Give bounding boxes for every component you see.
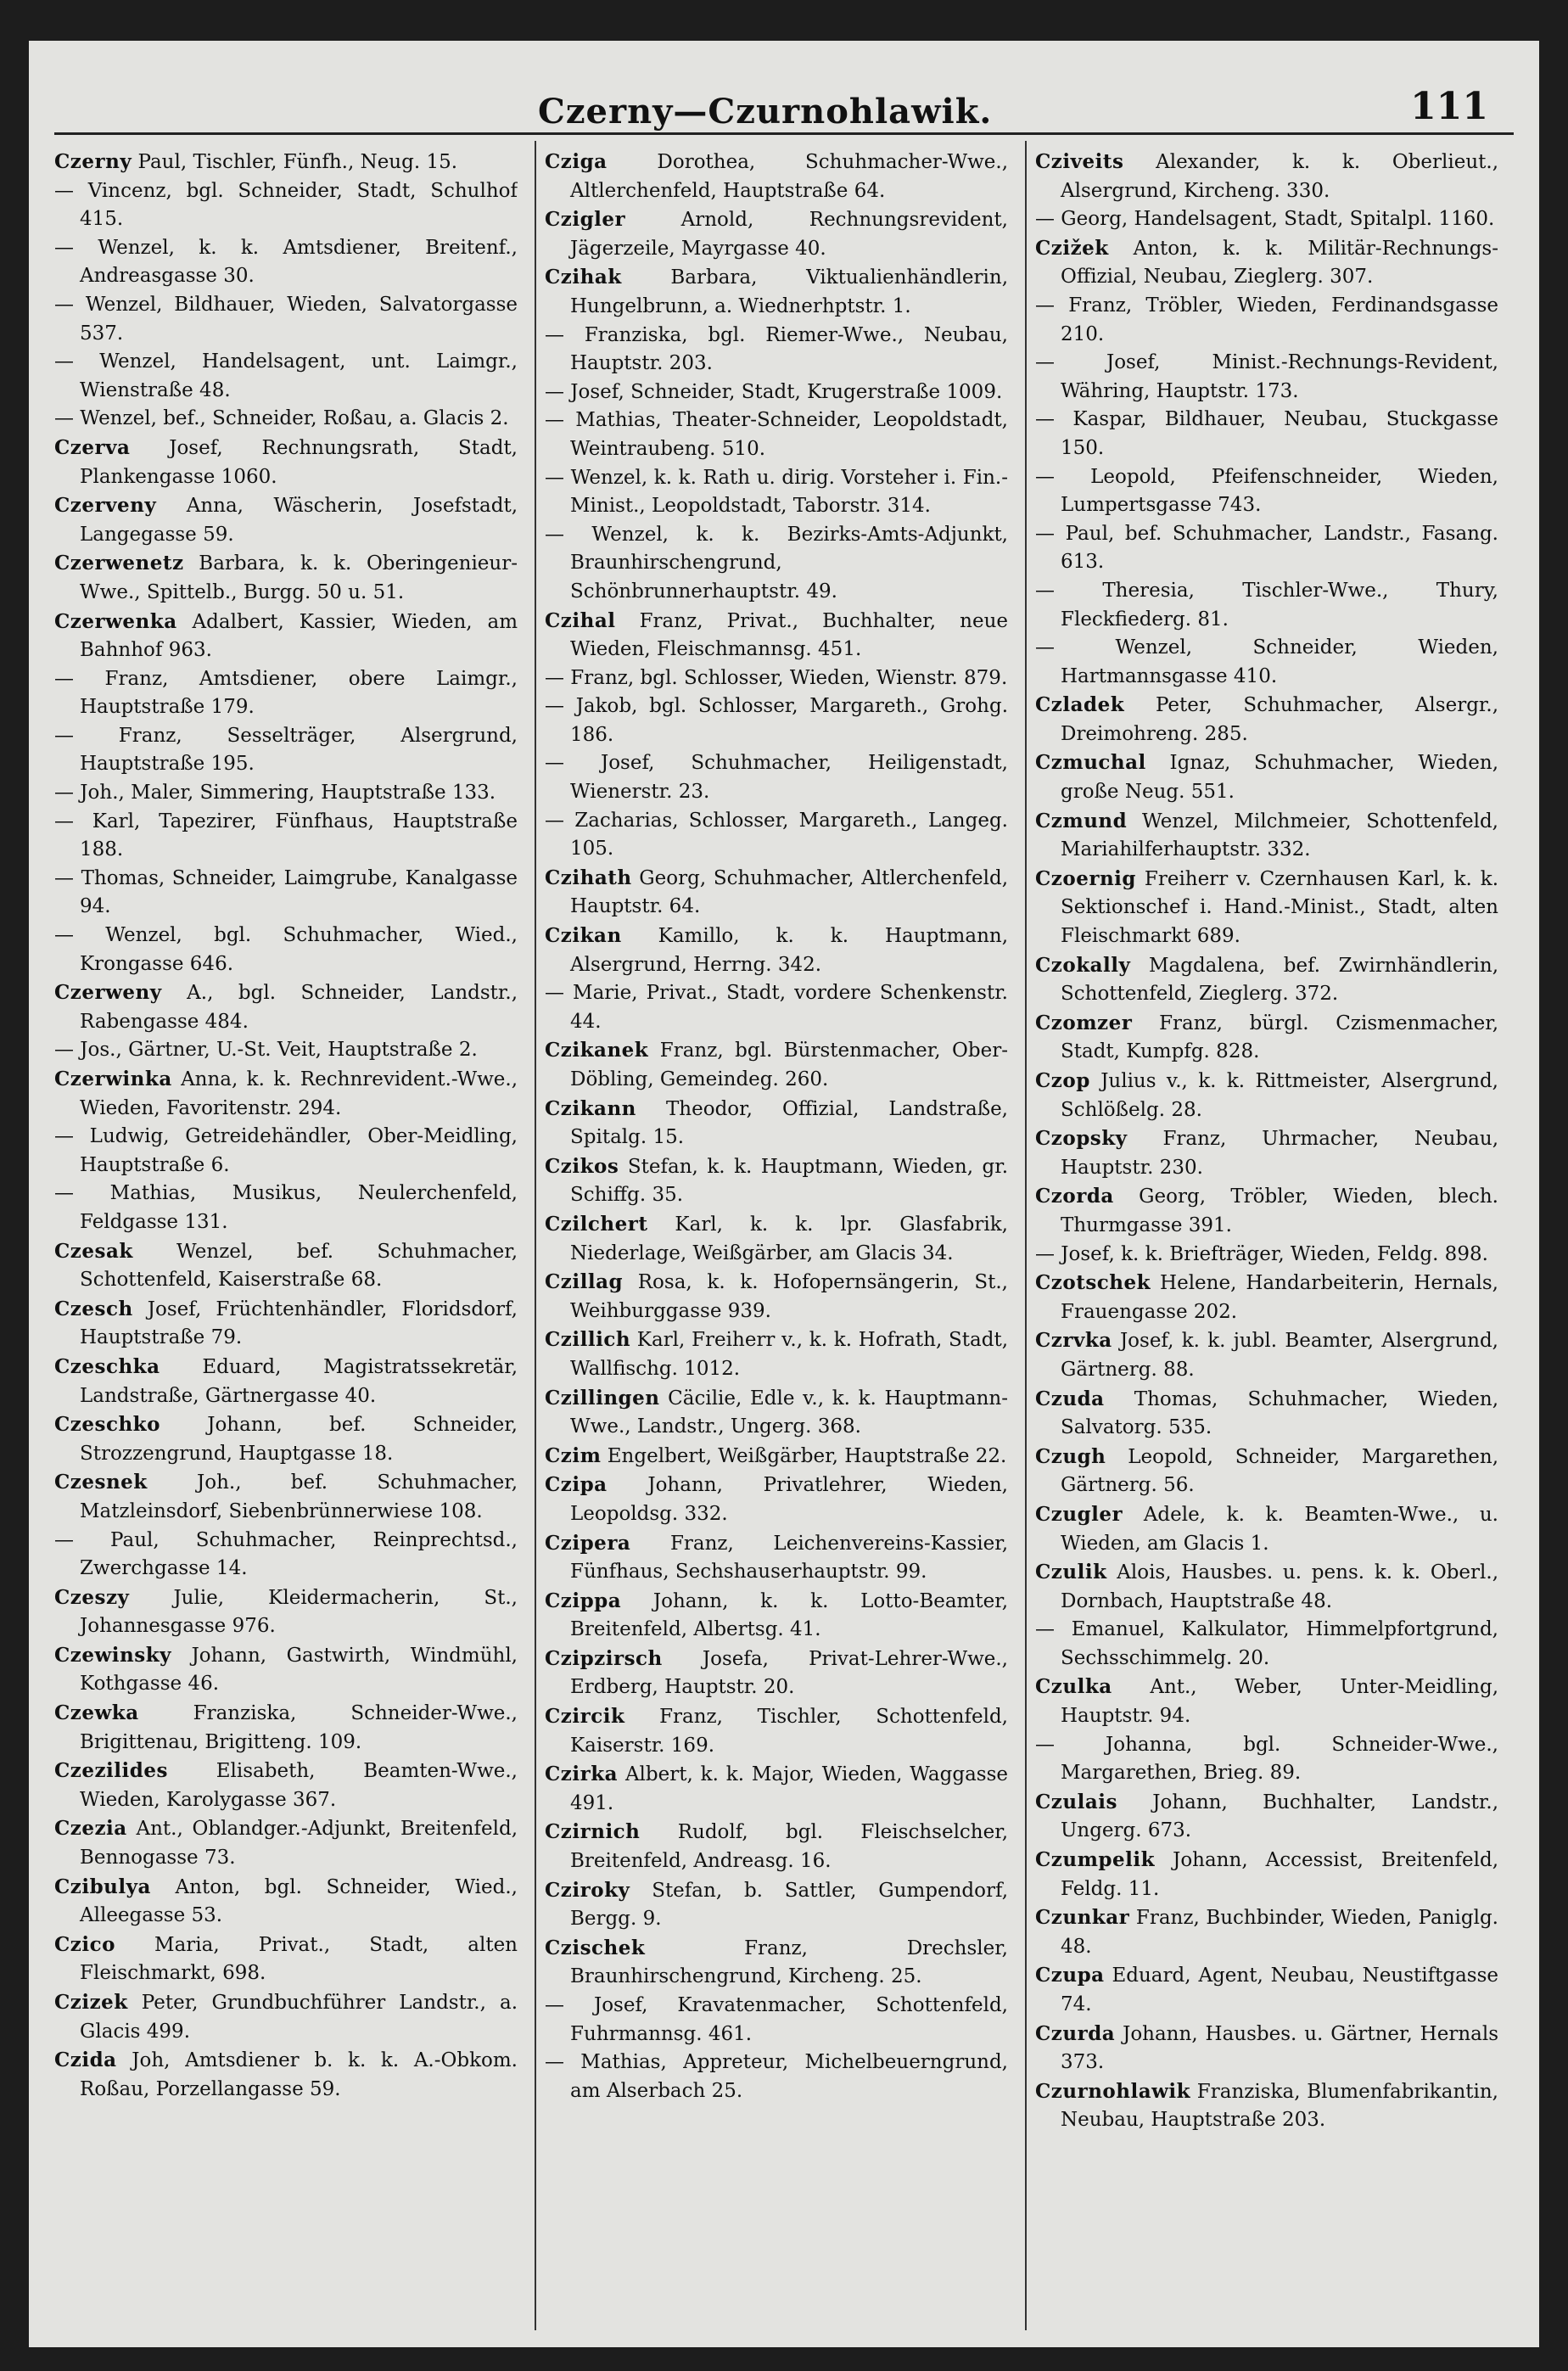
directory-entry: [545, 749, 1008, 806]
entry-details: Johann, Accessist, Breitenfeld, Feldg. 11.: [1061, 1849, 1498, 1900]
directory-column-1: [54, 148, 518, 2337]
entry-surname: Czewinsky: [54, 1643, 172, 1667]
directory-entry: [1035, 634, 1498, 691]
entry-surname: Czida: [54, 2049, 117, 2072]
entry-details: Ant., Oblandger.-Adjunkt, Breitenfeld, Bennogasse 73.: [80, 1818, 518, 1869]
directory-entry: [545, 1036, 1008, 1094]
directory-entry: [54, 779, 518, 808]
entry-surname: Czorda: [1035, 1185, 1114, 1208]
entry-details: — Franz, Amtsdiener, obere Laimgr., Hauptstraße 179.: [54, 667, 518, 719]
entry-details: — Zacharias, Schlosser, Margareth., Langeg. 105.: [545, 809, 1008, 860]
entry-details: — Josef, Schuhmacher, Heiligenstadt, Wienerstr. 23.: [545, 752, 1008, 804]
entry-surname: Czurda: [1035, 2021, 1116, 2045]
directory-entry: [545, 322, 1008, 378]
entry-surname: Czupa: [1035, 1964, 1105, 1987]
entry-details: Leopold, Schneider, Margarethen, Gärtnerg. 56.: [1061, 1445, 1498, 1497]
directory-entry: [54, 1583, 518, 1641]
directory-entry: [54, 148, 518, 177]
directory-entry: [54, 177, 518, 234]
directory-entry: [54, 1814, 518, 1872]
directory-entry: [545, 148, 1008, 205]
entry-surname: Czezia: [54, 1817, 127, 1841]
entry-details: — Josef, Kravatenmacher, Schottenfeld, Fuhrmannsg. 461.: [545, 1994, 1008, 2045]
directory-entry: [54, 1757, 518, 1814]
directory-entry: [1035, 1124, 1498, 1182]
entry-surname: Czulik: [1035, 1561, 1107, 1584]
directory-entry: [54, 549, 518, 607]
entry-details: — Mathias, Appreteur, Michelbeuerngrund, am Alserbach 25.: [545, 2051, 1008, 2102]
column-divider: [1025, 141, 1027, 2330]
directory-entry: [1035, 1009, 1498, 1067]
entry-surname: Czeszy: [54, 1585, 130, 1609]
entry-surname: Czopsky: [1035, 1127, 1128, 1151]
entry-surname: Czillag: [545, 1270, 624, 1294]
directory-entry: [1035, 577, 1498, 634]
entry-details: Joh, Amtsdiener b. k. k. A.-Obkom. Roßau, Porzellangasse 59.: [80, 2049, 518, 2100]
entry-surname: Czillich: [545, 1328, 631, 1352]
entry-details: Franz, bürgl. Czismenmacher, Stadt, Kumpfg. 828.: [1061, 1012, 1498, 1063]
directory-entry: [545, 1876, 1008, 1934]
directory-entry: [54, 1065, 518, 1123]
directory-entry: [54, 1237, 518, 1295]
directory-column-2: [545, 148, 1008, 2337]
entry-details: Johann, k. k. Lotto-Beamter, Breitenfeld, Albertsg. 41.: [570, 1589, 1008, 1641]
entry-surname: Czikan: [545, 924, 622, 948]
entry-surname: Czipera: [545, 1531, 631, 1555]
directory-entry: [54, 1873, 518, 1931]
directory-entry: [1035, 349, 1498, 406]
entry-details: Eduard, Agent, Neubau, Neustiftgasse 74.: [1061, 1965, 1498, 2015]
entry-surname: Czibulya: [54, 1875, 151, 1898]
directory-entry: [54, 405, 518, 434]
directory-entry: [545, 1818, 1008, 1875]
entry-details: — Leopold, Pfeifenschneider, Wieden, Lumpertsgasse 743.: [1035, 465, 1498, 517]
entry-details: — Franziska, bgl. Riemer-Wwe., Neubau, Hauptstr. 203.: [545, 323, 1008, 375]
entry-details: Maria, Privat., Stadt, alten Fleischmarkt, 698.: [80, 1933, 518, 1985]
entry-details: Theodor, Offizial, Landstraße, Spitalg. 15.: [570, 1097, 1008, 1149]
directory-entry: [545, 378, 1008, 407]
entry-surname: Czižek: [1035, 236, 1109, 260]
entry-surname: Czmuchal: [1035, 751, 1146, 775]
entry-surname: Czeschko: [54, 1413, 160, 1437]
directory-entry: [545, 979, 1008, 1036]
entry-surname: Czesnek: [54, 1471, 148, 1494]
directory-entry: [54, 1931, 518, 1988]
entry-surname: Czim: [545, 1443, 602, 1467]
entry-details: Julie, Kleidermacherin, St., Johannesgasse 976.: [80, 1586, 518, 1638]
entry-surname: Cziroky: [545, 1878, 630, 1902]
entry-details: Franziska, Schneider-Wwe., Brigittenau, Brigitteng. 109.: [80, 1702, 518, 1753]
entry-details: Thomas, Schuhmacher, Wieden, Salvatorg. 535.: [1061, 1387, 1498, 1439]
entry-details: — Thomas, Schneider, Laimgrube, Kanalgasse 94.: [54, 866, 518, 918]
directory-entry: [1035, 1443, 1498, 1500]
entry-surname: Czulka: [1035, 1675, 1112, 1699]
directory-entry: [1035, 1558, 1498, 1616]
directory-entry: [54, 2046, 518, 2104]
directory-entry: [54, 1123, 518, 1180]
directory-entry: [1035, 2020, 1498, 2077]
directory-entry: [1035, 463, 1498, 520]
directory-entry: [545, 1645, 1008, 1702]
entry-details: Stefan, b. Sattler, Gumpendorf, Bergg. 9.: [570, 1879, 1008, 1931]
entry-surname: Czokally: [1035, 953, 1131, 977]
entry-details: — Wenzel, k. k. Rath u. dirig. Vorsteher i. Fin.-Minist., Leopoldstadt, Taborstr. 314.: [545, 466, 1008, 518]
entry-surname: Czerwenka: [54, 609, 177, 633]
entry-details: Adalbert, Kassier, Wieden, am Bahnhof 963.: [80, 610, 518, 662]
directory-entry: [54, 234, 518, 291]
entry-details: — Wenzel, bef., Schneider, Roßau, a. Glacis 2.: [54, 407, 509, 430]
directory-entry: [545, 205, 1008, 263]
directory-entry: [54, 1410, 518, 1468]
entry-details: Anton, k. k. Militär-Rechnungs-Offizial, Neubau, Zieglerg. 307.: [1061, 237, 1498, 289]
entry-details: — Karl, Tapezirer, Fünfhaus, Hauptstraße 188.: [54, 810, 518, 861]
entry-surname: Czeschka: [54, 1354, 160, 1378]
entry-details: Magdalena, bef. Zwirnhändlerin, Schottenfeld, Zieglerg. 372.: [1061, 954, 1498, 1006]
entry-details: Dorothea, Schuhmacher-Wwe., Altlerchenfeld, Hauptstraße 64.: [570, 151, 1008, 202]
entry-surname: Czuda: [1035, 1387, 1105, 1410]
entry-details: — Wenzel, Schneider, Wieden, Hartmannsgasse 410.: [1035, 636, 1498, 687]
directory-entry: [545, 664, 1008, 693]
entry-surname: Czirnich: [545, 1820, 641, 1844]
directory-entry: [1035, 1067, 1498, 1124]
entry-surname: Czerweny: [54, 981, 162, 1005]
directory-entry: [1035, 1788, 1498, 1846]
entry-details: Franz, Buchbinder, Wieden, Paniglg. 48.: [1061, 1907, 1498, 1958]
running-title: Czerny—Czurnohlawik.: [538, 92, 993, 132]
entry-details: Joh., bef. Schuhmacher, Matzleinsdorf, Siebenbrünnerwiese 108.: [80, 1471, 518, 1522]
directory-entry: [54, 808, 518, 865]
entry-details: Engelbert, Weißgärber, Hauptstraße 22.: [607, 1444, 1007, 1467]
entry-details: Kamillo, k. k. Hauptmann, Alsergrund, Herrng. 342.: [570, 925, 1008, 976]
entry-details: — Franz, Tröbler, Wieden, Ferdinandsgasse 210.: [1035, 294, 1498, 345]
directory-entry: [1035, 520, 1498, 577]
entry-details: — Kaspar, Bildhauer, Neubau, Stuckgasse 150.: [1035, 408, 1498, 459]
entry-surname: Czikann: [545, 1096, 636, 1120]
entry-details: — Georg, Handelsagent, Stadt, Spitalpl. 1160.: [1035, 208, 1495, 231]
directory-entry: [1035, 1326, 1498, 1384]
directory-entry: [545, 692, 1008, 749]
entry-surname: Czipzirsch: [545, 1646, 663, 1670]
entry-details: Barbara, Viktualienhändlerin, Hungelbrunn, a. Wiednerhptstr. 1.: [570, 266, 1008, 317]
entry-details: Johann, Gastwirth, Windmühl, Kothgasse 46.: [80, 1644, 518, 1696]
directory-entry: [1035, 1241, 1498, 1270]
directory-entry: [545, 1471, 1008, 1528]
directory-entry: [1035, 406, 1498, 462]
entry-details: — Vincenz, bgl. Schneider, Stadt, Schulhof 415.: [54, 179, 518, 231]
directory-entry: [545, 1210, 1008, 1268]
directory-entry: [545, 807, 1008, 864]
entry-details: Alexander, k. k. Oberlieut., Alsergrund, Kircheng. 330.: [1061, 151, 1498, 202]
directory-entry: [545, 922, 1008, 979]
entry-details: Franz, Tischler, Schottenfeld, Kaiserstr. 169.: [570, 1706, 1008, 1757]
directory-entry: [545, 1152, 1008, 1210]
entry-surname: Czihal: [545, 608, 616, 632]
entry-details: — Josef, Minist.-Rechnungs-Revident, Währing, Hauptstr. 173.: [1035, 351, 1498, 402]
entry-details: Johann, Privatlehrer, Wieden, Leopoldsg. 332.: [570, 1474, 1008, 1525]
entry-surname: Cziveits: [1035, 150, 1124, 173]
entry-details: Franz, Leichenvereins-Kassier, Fünfhaus, Sechshauserhauptstr. 99.: [570, 1532, 1008, 1583]
entry-details: Rosa, k. k. Hofopernsängerin, St., Weihburggasse 939.: [570, 1271, 1008, 1322]
entry-details: Karl, k. k. lpr. Glasfabrik, Niederlage, Weißgärber, am Glacis 34.: [570, 1213, 1008, 1264]
entry-details: Anna, k. k. Rechnrevident.-Wwe., Wieden, Favoritenstr. 294.: [80, 1068, 518, 1119]
entry-details: Anna, Wäscherin, Josefstadt, Langegasse 59.: [80, 495, 518, 546]
directory-entry: [1035, 1731, 1498, 1788]
entry-details: — Paul, bef. Schuhmacher, Landstr., Fasang. 613.: [1035, 522, 1498, 574]
entry-surname: Czikos: [545, 1154, 619, 1178]
entry-details: — Franz, bgl. Schlosser, Wieden, Wienstr. 879.: [545, 666, 1008, 689]
entry-details: Ant., Weber, Unter-Meidling, Hauptstr. 94.: [1061, 1676, 1498, 1728]
entry-surname: Czihak: [545, 266, 622, 289]
entry-surname: Czulais: [1035, 1790, 1117, 1813]
entry-surname: Czerveny: [54, 494, 157, 518]
directory-entry: [1035, 1500, 1498, 1558]
directory-entry: [545, 1442, 1008, 1471]
entry-surname: Czomzer: [1035, 1011, 1133, 1034]
directory-entry: [1035, 865, 1498, 951]
directory-entry: [1035, 691, 1498, 748]
directory-entry: [54, 608, 518, 665]
entry-surname: Czerny: [54, 150, 132, 173]
entry-details: Eduard, Magistratssekretär, Landstraße, Gärtnergasse 40.: [80, 1355, 518, 1407]
directory-entry: [1035, 1269, 1498, 1326]
directory-entry: [1035, 2077, 1498, 2135]
directory-entry: [1035, 951, 1498, 1009]
entry-details: — Wenzel, Bildhauer, Wieden, Salvatorgasse 537.: [54, 293, 518, 345]
entry-details: Wenzel, Milchmeier, Schottenfeld, Mariahilferhauptstr. 332.: [1061, 810, 1498, 861]
entry-surname: Czumpelik: [1035, 1848, 1156, 1872]
header-rule: [54, 132, 1514, 135]
directory-entry: [1035, 234, 1498, 292]
entry-details: — Jos., Gärtner, U.-St. Veit, Hauptstraße 2.: [54, 1039, 478, 1062]
entry-details: Josef, Früchtenhändler, Floridsdorf, Hauptstraße 79.: [80, 1298, 518, 1349]
entry-surname: Czico: [54, 1932, 115, 1956]
directory-entry: [545, 1529, 1008, 1587]
directory-entry: [54, 434, 518, 491]
entry-surname: Czmund: [1035, 809, 1128, 832]
entry-surname: Czircik: [545, 1705, 625, 1729]
directory-entry: [1035, 1616, 1498, 1673]
entry-surname: Czerwinka: [54, 1068, 172, 1090]
directory-entry: [545, 1095, 1008, 1152]
directory-entry: [54, 1180, 518, 1236]
entry-details: Arnold, Rechnungsrevident, Jägerzeile, Mayrgasse 40.: [570, 209, 1008, 260]
entry-surname: Czoernig: [1035, 866, 1136, 890]
entry-details: — Joh., Maler, Simmering, Hauptstraße 133.: [54, 782, 496, 804]
directory-entry: [54, 865, 518, 922]
entry-details: — Theresia, Tischler-Wwe., Thury, Fleckfiederg. 81.: [1035, 579, 1498, 631]
entry-surname: Czizek: [54, 1991, 128, 2014]
entry-details: — Mathias, Theater-Schneider, Leopoldstadt, Weintraubeng. 510.: [545, 409, 1008, 460]
entry-surname: Czesch: [54, 1297, 133, 1320]
column-divider: [535, 141, 536, 2330]
entry-details: Stefan, k. k. Hauptmann, Wieden, gr. Schiffg. 35.: [570, 1155, 1008, 1207]
entry-details: Franz, Drechsler, Braunhirschengrund, Kircheng. 25.: [570, 1937, 1008, 1988]
entry-details: Johann, Hausbes. u. Gärtner, Hernals 373.: [1061, 2022, 1498, 2074]
entry-details: — Mathias, Musikus, Neulerchenfeld, Feldgasse 131.: [54, 1182, 518, 1233]
directory-entry: [54, 1699, 518, 1757]
directory-entry: [54, 665, 518, 722]
entry-surname: Czotschek: [1035, 1271, 1151, 1295]
directory-entry: [54, 922, 518, 978]
entry-details: Wenzel, bef. Schuhmacher, Schottenfeld, Kaiserstraße 68.: [80, 1240, 518, 1292]
entry-details: — Josef, Schneider, Stadt, Krugerstraße 1009.: [545, 380, 1003, 403]
entry-surname: Czewka: [54, 1701, 139, 1725]
directory-entry: [1035, 1846, 1498, 1903]
entry-details: Karl, Freiherr v., k. k. Hofrath, Stadt, Wallfischg. 1012.: [570, 1329, 1008, 1380]
entry-surname: Czesak: [54, 1239, 133, 1263]
entry-surname: Czerwenetz: [54, 552, 184, 575]
entry-details: A., bgl. Schneider, Landstr., Rabengasse 484.: [80, 982, 518, 1033]
entry-details: — Jakob, bgl. Schlosser, Margareth., Grohg. 186.: [545, 695, 1008, 746]
entry-details: — Wenzel, bgl. Schuhmacher, Wied., Krongasse 646.: [54, 924, 518, 975]
entry-surname: Czischek: [545, 1936, 646, 1959]
entry-surname: Czop: [1035, 1069, 1090, 1092]
directory-entry: [545, 263, 1008, 321]
entry-details: Franz, Uhrmacher, Neubau, Hauptstr. 230.: [1061, 1128, 1498, 1179]
entry-surname: Czunkar: [1035, 1906, 1130, 1930]
directory-entry: [1035, 292, 1498, 349]
entry-details: Johann, bef. Schneider, Strozzengrund, Hauptgasse 18.: [80, 1414, 518, 1465]
entry-details: Freiherr v. Czernhausen Karl, k. k. Sektionschef i. Hand.-Minist., Stadt, alten Fleischmarkt 689.: [1061, 867, 1498, 948]
entry-details: — Josef, k. k. Briefträger, Wieden, Feldg. 898.: [1035, 1242, 1488, 1265]
entry-surname: Czladek: [1035, 693, 1125, 717]
directory-entry: [54, 1036, 518, 1065]
entry-details: — Wenzel, k. k. Amtsdiener, Breitenf., Andreasgasse 30.: [54, 236, 518, 288]
entry-details: — Wenzel, Handelsagent, unt. Laimgr., Wienstraße 48.: [54, 350, 518, 401]
entry-surname: Cziga: [545, 150, 608, 173]
entry-details: Georg, Schuhmacher, Altlerchenfeld, Hauptstr. 64.: [570, 866, 1008, 918]
directory-entry: [545, 521, 1008, 607]
directory-entry: [1035, 148, 1498, 205]
entry-details: Julius v., k. k. Rittmeister, Alsergrund, Schlößelg. 28.: [1061, 1070, 1498, 1121]
entry-details: Peter, Grundbuchführer Landstr., a. Glacis 499.: [80, 1992, 518, 2043]
entry-details: — Paul, Schuhmacher, Reinprechtsd., Zwerchgasse 14.: [54, 1528, 518, 1580]
page-number: 111: [1410, 85, 1488, 128]
entry-surname: Czurnohlawik: [1035, 2079, 1191, 2103]
entry-surname: Czugh: [1035, 1444, 1106, 1468]
entry-details: Franziska, Blumenfabrikantin, Neubau, Hauptstraße 203.: [1061, 2080, 1498, 2132]
page-header: [29, 66, 1539, 134]
entry-details: Adele, k. k. Beamten-Wwe., u. Wieden, am Glacis 1.: [1061, 1503, 1498, 1555]
directory-entry: [545, 406, 1008, 463]
entry-details: Cäcilie, Edle v., k. k. Hauptmann-Wwe., Landstr., Ungerg. 368.: [570, 1387, 1008, 1438]
entry-details: Josefa, Privat-Lehrer-Wwe., Erdberg, Hauptstr. 20.: [570, 1647, 1008, 1699]
directory-column-3: [1035, 148, 1498, 2337]
directory-entry: [54, 722, 518, 779]
directory-entry: [1035, 1182, 1498, 1240]
directory-entry: [1035, 748, 1498, 806]
entry-surname: Czippa: [545, 1589, 622, 1612]
directory-entry: [54, 1295, 518, 1353]
entry-details: Barbara, k. k. Oberingenieur-Wwe., Spittelb., Burgg. 50 u. 51.: [80, 552, 518, 603]
entry-details: Josef, k. k. jubl. Beamter, Alsergrund, Gärtnerg. 88.: [1061, 1330, 1498, 1381]
directory-entry: [1035, 205, 1498, 234]
entry-details: Georg, Tröbler, Wieden, blech. Thurmgasse 391.: [1061, 1186, 1498, 1236]
directory-entry: [545, 1760, 1008, 1818]
entry-surname: Czrvka: [1035, 1329, 1112, 1353]
entry-details: Rudolf, bgl. Fleischselcher, Breitenfeld, Andreasg. 16.: [570, 1821, 1008, 1873]
directory-entry: [1035, 1385, 1498, 1443]
entry-surname: Czezilides: [54, 1759, 168, 1783]
directory-entry: [1035, 1961, 1498, 2019]
entry-details: Paul, Tischler, Fünfh., Neug. 15.: [137, 151, 458, 173]
entry-details: Peter, Schuhmacher, Alsergr., Dreimohreng. 285.: [1061, 694, 1498, 745]
entry-details: — Wenzel, k. k. Bezirks-Amts-Adjunkt, Braunhirschengrund, Schönbrunnerhauptstr. 49.: [545, 523, 1008, 603]
entry-details: Helene, Handarbeiterin, Hernals, Frauengasse 202.: [1061, 1272, 1498, 1323]
entry-surname: Czihath: [545, 866, 632, 889]
directory-entry: [545, 1934, 1008, 1992]
entry-details: Franz, bgl. Bürstenmacher, Ober-Döbling, Gemeindeg. 260.: [570, 1040, 1008, 1090]
entry-surname: Czerva: [54, 435, 131, 459]
directory-entry: [545, 1268, 1008, 1326]
directory-entry: [545, 1702, 1008, 1760]
directory-entry: [54, 978, 518, 1036]
directory-entry: [54, 1641, 518, 1699]
directory-entry: [1035, 1673, 1498, 1730]
directory-entry: [54, 348, 518, 405]
directory-page: [29, 41, 1539, 2347]
directory-entry: [54, 1988, 518, 2046]
entry-surname: Czigler: [545, 208, 626, 232]
entry-details: — Emanuel, Kalkulator, Himmelpfortgrund, Sechsschimmelg. 20.: [1035, 1618, 1498, 1669]
directory-entry: [1035, 1903, 1498, 1961]
directory-entry: [54, 291, 518, 348]
directory-entry: [545, 464, 1008, 521]
directory-entry: [545, 1384, 1008, 1442]
entry-surname: Czipa: [545, 1473, 608, 1497]
entry-details: Elisabeth, Beamten-Wwe., Wieden, Karolygasse 367.: [80, 1760, 518, 1811]
entry-details: Albert, k. k. Major, Wieden, Waggasse 491.: [570, 1763, 1008, 1814]
directory-entry: [545, 1587, 1008, 1645]
entry-details: Johann, Buchhalter, Landstr., Ungerg. 673.: [1061, 1791, 1498, 1842]
entry-surname: Czilchert: [545, 1212, 648, 1236]
entry-surname: Czikanek: [545, 1039, 649, 1062]
directory-entry: [545, 1992, 1008, 2049]
entry-details: Alois, Hausbes. u. pens. k. k. Oberl., Dornbach, Hauptstraße 48.: [1061, 1561, 1498, 1612]
entry-details: Ignaz, Schuhmacher, Wieden, große Neug. 551.: [1061, 752, 1498, 804]
directory-entry: [54, 491, 518, 549]
directory-entry: [545, 864, 1008, 922]
directory-entry: [545, 607, 1008, 664]
directory-entry: [54, 1468, 518, 1526]
entry-surname: Czugler: [1035, 1502, 1123, 1526]
entry-surname: Czirka: [545, 1763, 619, 1786]
directory-entry: [545, 2049, 1008, 2105]
entry-details: — Johanna, bgl. Schneider-Wwe., Margarethen, Brieg. 89.: [1035, 1733, 1498, 1785]
entry-details: — Franz, Sesselträger, Alsergrund, Hauptstraße 195.: [54, 724, 518, 776]
directory-entry: [54, 1353, 518, 1410]
entry-surname: Czillingen: [545, 1386, 660, 1410]
entry-details: Anton, bgl. Schneider, Wied., Alleegasse 53.: [80, 1875, 518, 1927]
directory-entry: [1035, 807, 1498, 865]
entry-details: Franz, Privat., Buchhalter, neue Wieden, Fleischmannsg. 451.: [570, 609, 1008, 661]
entry-details: — Ludwig, Getreidehändler, Ober-Meidling, Hauptstraße 6.: [54, 1125, 518, 1176]
entry-details: — Marie, Privat., Stadt, vordere Schenkenstr. 44.: [545, 982, 1008, 1033]
directory-entry: [545, 1326, 1008, 1383]
directory-entry: [54, 1527, 518, 1583]
entry-details: Josef, Rechnungsrath, Stadt, Plankengasse 1060.: [80, 436, 518, 488]
